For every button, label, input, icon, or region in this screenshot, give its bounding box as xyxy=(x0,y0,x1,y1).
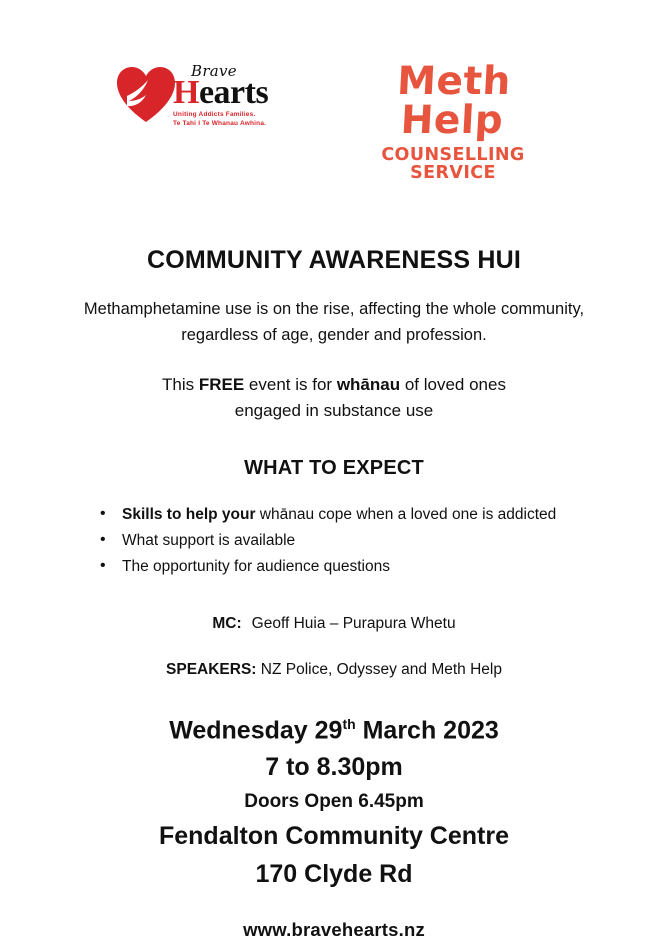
bravehearts-earts-letters: earts xyxy=(198,74,269,111)
website-link[interactable]: www.bravehearts.nz xyxy=(243,919,425,941)
bullet-1-bold: Skills to help your xyxy=(122,505,256,523)
free-event-mid: event is for xyxy=(244,375,337,395)
list-item xyxy=(100,502,622,528)
bravehearts-tagline-line1: Uniting Addicts Families. xyxy=(173,111,256,119)
mc-label: MC: xyxy=(212,615,242,633)
intro-line-1: Methamphetamine use is on the rise, affecting the whole community, xyxy=(83,300,585,318)
page-title: COMMUNITY AWARENESS HUI xyxy=(146,246,522,274)
bravehearts-h-letter: H xyxy=(173,74,199,111)
bravehearts-main-word xyxy=(173,74,269,111)
free-event-free-word: FREE xyxy=(198,375,245,395)
event-date-ordinal: th xyxy=(342,716,356,733)
free-event-line-2: engaged in substance use xyxy=(234,401,434,421)
bullet-2-rest: What support is available xyxy=(122,531,296,549)
event-street-address: 170 Clyde Rd xyxy=(255,860,413,889)
free-event-whanau-word: whānau xyxy=(336,375,401,395)
event-date-pre: Wednesday 29 xyxy=(169,716,343,745)
intro-paragraph xyxy=(46,297,622,348)
speakers-value: NZ Police, Odyssey and Meth Help xyxy=(260,661,502,679)
free-event-paragraph xyxy=(46,372,622,425)
list-item xyxy=(100,554,622,580)
bravehearts-script-word: Brave xyxy=(191,62,237,80)
event-time: 7 to 8.30pm xyxy=(265,753,403,782)
speakers-line xyxy=(46,661,622,679)
free-event-line-1 xyxy=(46,372,622,398)
logo-row xyxy=(46,0,622,183)
event-venue: Fendalton Community Centre xyxy=(158,822,509,851)
free-event-pre: This xyxy=(162,375,199,395)
speakers-label: SPEAKERS: xyxy=(166,661,257,679)
list-item xyxy=(100,528,622,554)
meth-help-logo xyxy=(353,59,553,183)
what-to-expect-heading: WHAT TO EXPECT xyxy=(244,456,424,479)
meth-help-subtitle: COUNSELLING SERVICE xyxy=(381,145,525,183)
event-doors-open: Doors Open 6.45pm xyxy=(244,791,424,813)
what-to-expect-list xyxy=(46,502,622,580)
meth-help-title: Meth Help xyxy=(395,59,513,143)
mc-line xyxy=(46,615,622,633)
bullet-3-rest: The opportunity for audience questions xyxy=(122,557,390,575)
bravehearts-tagline xyxy=(173,111,268,129)
bravehearts-wordmark xyxy=(173,64,268,129)
mc-value: Geoff Huia – Purapura Whetu xyxy=(251,615,456,633)
event-date xyxy=(46,717,622,744)
bullet-1-rest: whānau cope when a loved one is addicted xyxy=(255,505,557,523)
bravehearts-tagline-line2: Te Tahi I Te Whanau Awhina. xyxy=(173,120,267,128)
bravehearts-logo xyxy=(115,58,295,129)
event-date-post: March 2023 xyxy=(355,716,499,745)
heart-icon xyxy=(115,66,177,124)
free-event-post: of loved ones xyxy=(400,375,506,395)
intro-line-2: regardless of age, gender and profession. xyxy=(181,325,487,344)
